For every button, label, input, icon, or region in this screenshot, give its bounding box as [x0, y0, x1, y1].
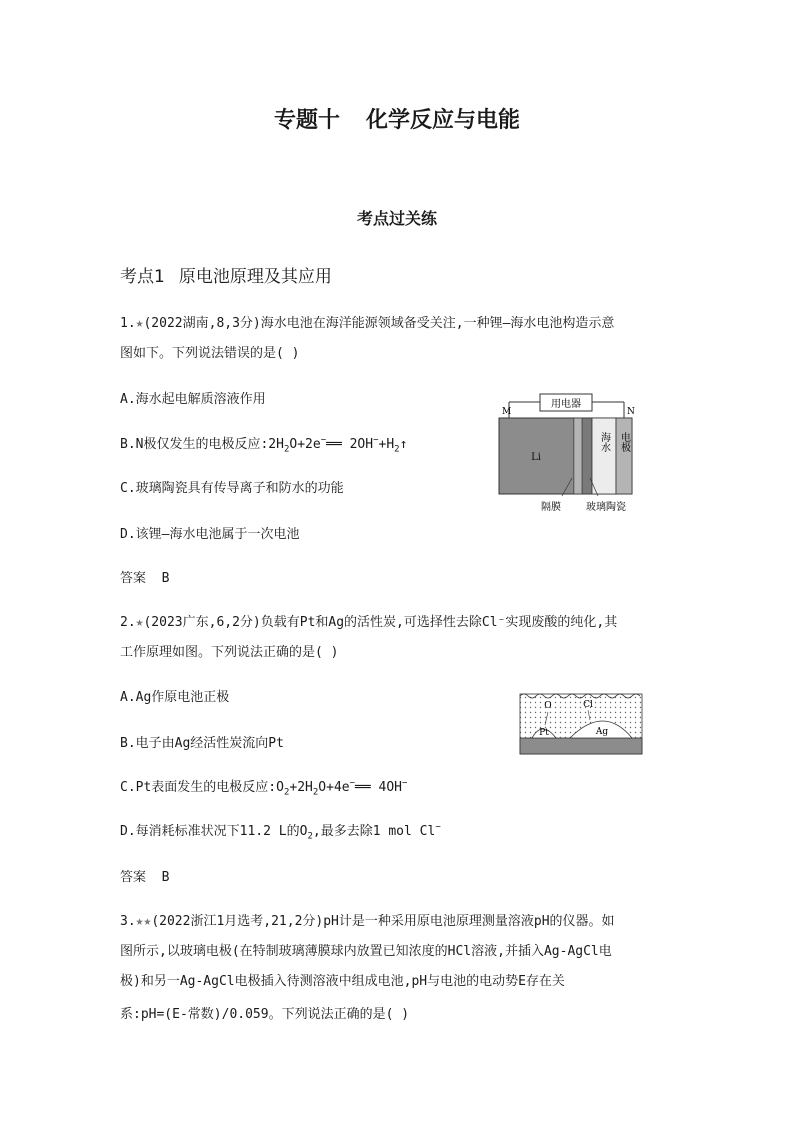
q2-option-c-text4: 4OH [370, 780, 402, 795]
title-topic-number: 专题十 [273, 108, 340, 133]
answer-label: 答案 [120, 870, 147, 885]
q2-stem-line2: 工作原理如图。下列说法正确的是( ) [120, 645, 339, 660]
q1-number: 1. [120, 316, 136, 331]
q3-stem-line2: 图所示,以玻璃电极(在特制玻璃薄膜球内放置已知浓度的HCl溶液,并插入Ag-AgCl电 [120, 944, 612, 959]
page-title [0, 103, 794, 134]
q3-stem-line1 [120, 910, 615, 929]
chloride-label: Cl [583, 700, 593, 710]
q1-option-b-text4: +H [378, 437, 395, 452]
glass-ceramic-layer [582, 418, 592, 494]
activated-carbon-base [520, 738, 642, 754]
answer-label: 答案 [120, 571, 147, 586]
q1-option-b-text2: O+2e [289, 437, 321, 452]
q1-option-a: A.海水起电解质溶液作用 [120, 392, 266, 407]
difficulty-star-icon: ★ [135, 615, 144, 630]
lithium-label: Li [531, 452, 541, 463]
topic-heading [120, 262, 332, 287]
q3-stem-line3: 极)和另一Ag-AgCl电极插入待测溶液中组成电池,pH与电池的电动势E存在关 [120, 974, 565, 989]
q3-stem-line4: 系:pH=(E-常数)/0.059。下列说法正确的是( ) [120, 1007, 410, 1022]
topic-label: 考点1 [120, 267, 165, 287]
topic-name: 原电池原理及其应用 [178, 267, 332, 287]
q2-stem-line1 [120, 611, 617, 630]
q2-option-c-text2: +2H [289, 780, 313, 795]
difficulty-star-icon: ★★ [135, 914, 152, 929]
q1-stem-line1 [120, 312, 614, 331]
q2-option-d: D.每消耗标准状况下11.2 L的$O_2$,最多去除1 mol Cl− [120, 822, 441, 842]
q1-option-d: D.该锂—海水电池属于一次电池 [120, 527, 300, 542]
q2-option-a: A.Ag作原电池正极 [120, 690, 230, 705]
q2-option-c-text3: O+4e [318, 780, 350, 795]
load-device-label: 用电器 [551, 399, 581, 410]
q2-option-b: B.电子由Ag经活性炭流向Pt [120, 736, 284, 751]
q2-answer [120, 866, 170, 885]
q2-option-c: C.Pt表面发生的电极反应$:O_2+2H_2O+4e^-══$ 4OH− [120, 778, 408, 798]
seawater-region [592, 418, 616, 494]
q1-answer [120, 567, 170, 586]
q1-option-b-text: B.N极仅发生的电极反应:2H [120, 437, 284, 452]
q1-option-c: C.玻璃陶瓷具有传导离子和防水的功能 [120, 481, 344, 496]
q1-stem-line2: 图如下。下列说法错误的是( ) [120, 346, 300, 361]
pt-label: Pt [539, 728, 549, 738]
q1-option-b-text3: 2OH [341, 437, 374, 452]
electrode-label: 电极 [618, 432, 630, 452]
activated-carbon-diagram [518, 690, 644, 756]
answer-value: B [161, 571, 170, 586]
ag-label: Ag [595, 727, 609, 737]
title-topic-name: 化学反应与电能 [366, 108, 521, 133]
battery-diagram [494, 392, 644, 514]
q2-option-d-text2: ,最多去除1 mol Cl [312, 824, 436, 839]
q2-stem-text1: (2023广东,6,2分)负载有Pt和Ag的活性炭,可选择性去除Cl⁻实现废酸的纯化,其 [143, 615, 618, 630]
q1-stem-text1: (2022湖南,8,3分)海水电池在海洋能源领域备受关注,一种锂—海水电池构造示意 [143, 316, 615, 331]
q2-option-d-text: D.每消耗标准状况下11.2 L的O [120, 824, 308, 839]
q3-number: 3. [120, 914, 136, 929]
seawater-label: 海水 [598, 432, 610, 452]
reaction-arrow: ══ [326, 437, 342, 452]
membrane-label: 隔膜 [541, 502, 561, 513]
q2-number: 2. [120, 615, 136, 630]
q2-option-c-text: C.Pt表面发生的电极反应:O [120, 780, 284, 795]
oxygen-label: O [544, 701, 552, 711]
terminal-m-label: M [502, 407, 512, 417]
answer-value: B [161, 870, 170, 885]
section-heading: 考点过关练 [356, 209, 437, 228]
terminal-n-label: N [627, 407, 635, 417]
reaction-arrow: ══ [355, 780, 371, 795]
q1-option-b: B.N极仅发生的电极反应$:2H_2O+2e^-══$ $2OH^-+H_2↑$ [120, 435, 408, 455]
cathode-electrode [616, 418, 632, 494]
ceramic-label: 玻璃陶瓷 [586, 502, 626, 513]
q3-stem-text1: (2022浙江1月选考,21,2分)pH计是一种采用原电池原理测量溶液pH的仪器。如 [151, 914, 615, 929]
gas-arrow-icon: ↑ [399, 437, 408, 452]
difficulty-star-icon: ★ [135, 316, 144, 331]
